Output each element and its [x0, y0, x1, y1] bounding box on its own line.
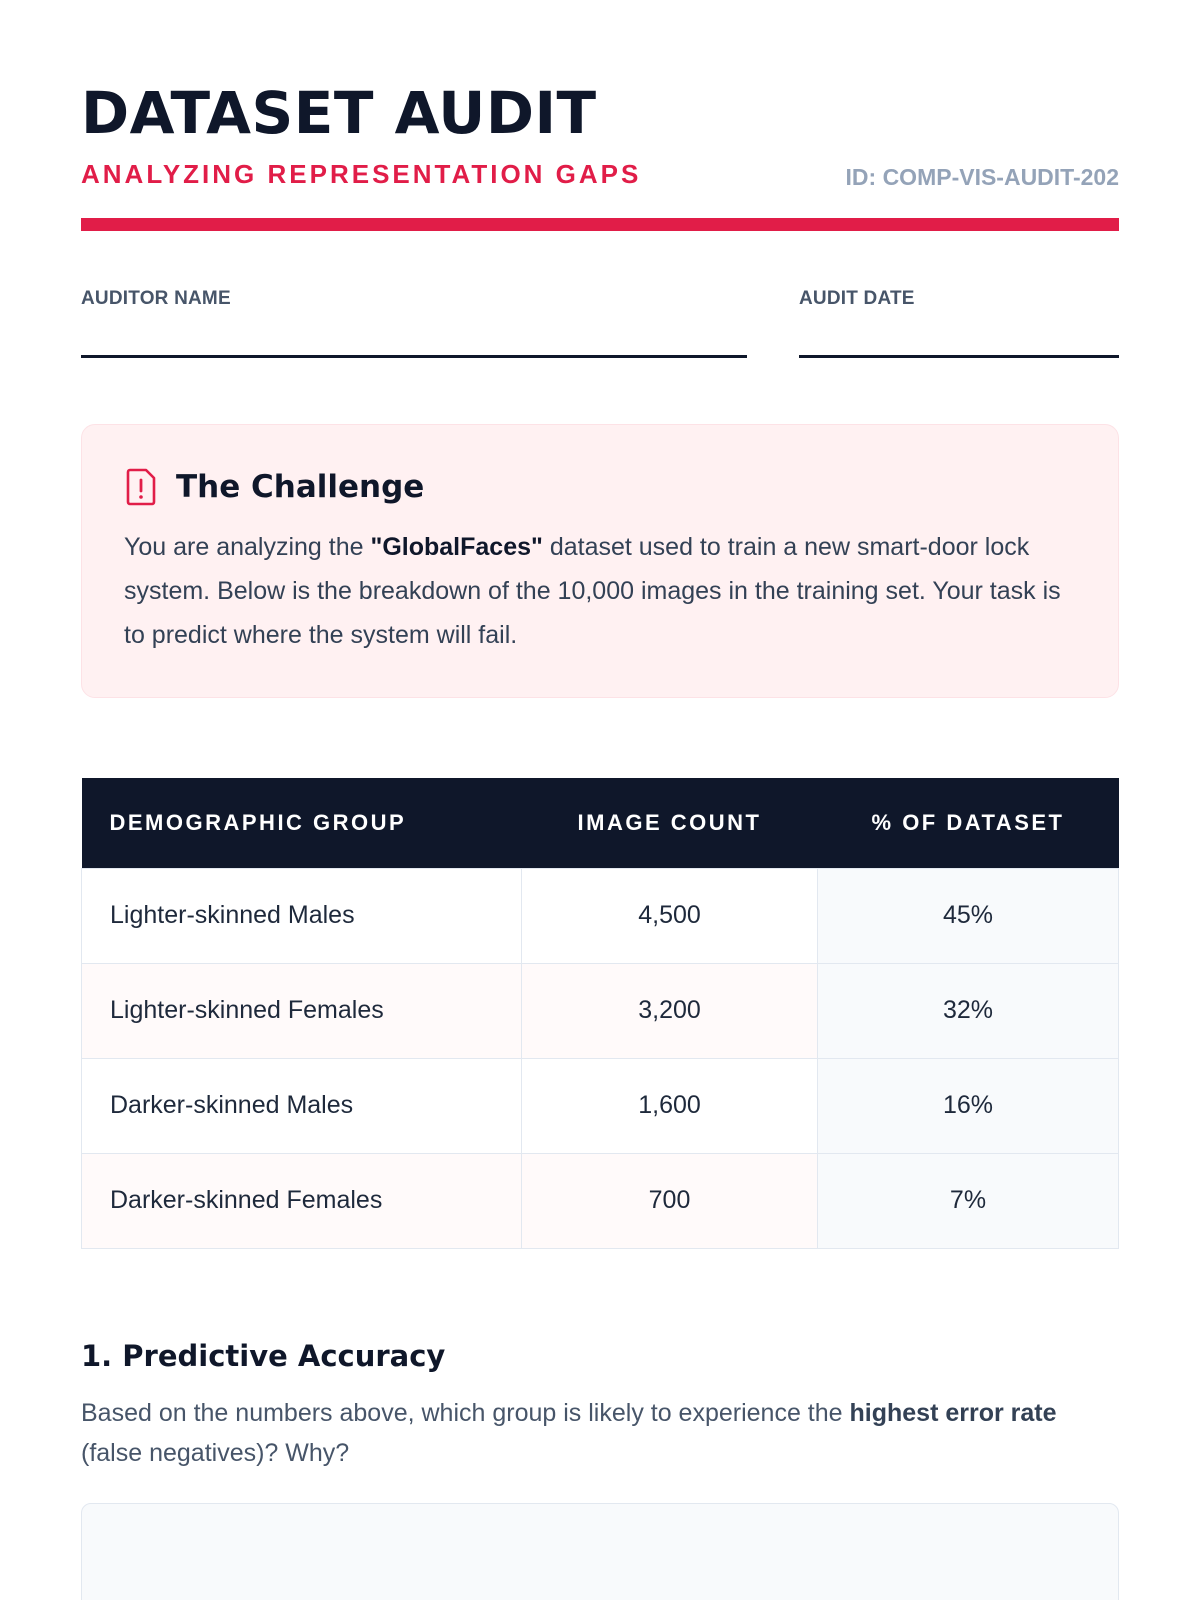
challenge-text [124, 525, 1076, 657]
percent-cell: 32% [818, 963, 1119, 1058]
challenge-text-start: You are analyzing the [124, 533, 371, 561]
table-row [82, 963, 1119, 1058]
count-cell: 1,600 [522, 1058, 818, 1153]
question-1-emphasis: highest error rate [849, 1398, 1057, 1427]
page-subtitle: ANALYZING REPRESENTATION GAPS [81, 159, 642, 189]
question-1-text-start: Based on the numbers above, which group is likely to experience the [81, 1398, 850, 1427]
auditor-name-input-line[interactable] [81, 355, 747, 358]
question-1-text [81, 1393, 1119, 1473]
count-cell: 3,200 [522, 963, 818, 1058]
header-divider [81, 218, 1119, 231]
audit-date-label: AUDIT DATE [799, 288, 915, 309]
document-id: ID: COMP-VIS-AUDIT-202 [845, 164, 1119, 190]
table-row [82, 868, 1119, 963]
column-header-percent: % OF DATASET [818, 778, 1119, 868]
auditor-name-label: AUDITOR NAME [81, 288, 231, 309]
dataset-breakdown-table [81, 778, 1119, 1249]
group-cell: Lighter-skinned Females [82, 963, 522, 1058]
table-row [82, 1153, 1119, 1248]
challenge-title: The Challenge [176, 469, 425, 505]
challenge-text-end: dataset used to train a new smart-door lock system. Below is the breakdown of the 10,000 images in the training set. Your task is to predict where the system will fail. [124, 533, 1061, 649]
page-title: DATASET AUDIT [81, 79, 597, 147]
dataset-name: "GlobalFaces" [370, 533, 543, 561]
challenge-header [124, 467, 1076, 507]
audit-date-field[interactable] [799, 287, 1119, 358]
percent-cell: 7% [818, 1153, 1119, 1248]
group-cell: Lighter-skinned Males [82, 868, 522, 963]
question-1-title: 1. Predictive Accuracy [81, 1338, 446, 1373]
question-1-text-end: (false negatives)? Why? [81, 1438, 350, 1467]
info-fields [81, 287, 1119, 358]
auditor-name-field[interactable] [81, 287, 747, 358]
table-header-row [82, 778, 1119, 868]
header [81, 0, 1119, 231]
count-cell: 4,500 [522, 868, 818, 963]
subtitle-row [81, 158, 1119, 194]
percent-cell: 45% [818, 868, 1119, 963]
column-header-count: IMAGE COUNT [522, 778, 818, 868]
count-cell: 700 [522, 1153, 818, 1248]
group-cell: Darker-skinned Females [82, 1153, 522, 1248]
challenge-box [81, 424, 1119, 698]
question-1-answer-box[interactable] [81, 1503, 1119, 1600]
document-alert-icon [124, 467, 158, 507]
column-header-group: DEMOGRAPHIC GROUP [82, 778, 522, 868]
table-row [82, 1058, 1119, 1153]
percent-cell: 16% [818, 1058, 1119, 1153]
group-cell: Darker-skinned Males [82, 1058, 522, 1153]
audit-date-input-line[interactable] [799, 355, 1119, 358]
